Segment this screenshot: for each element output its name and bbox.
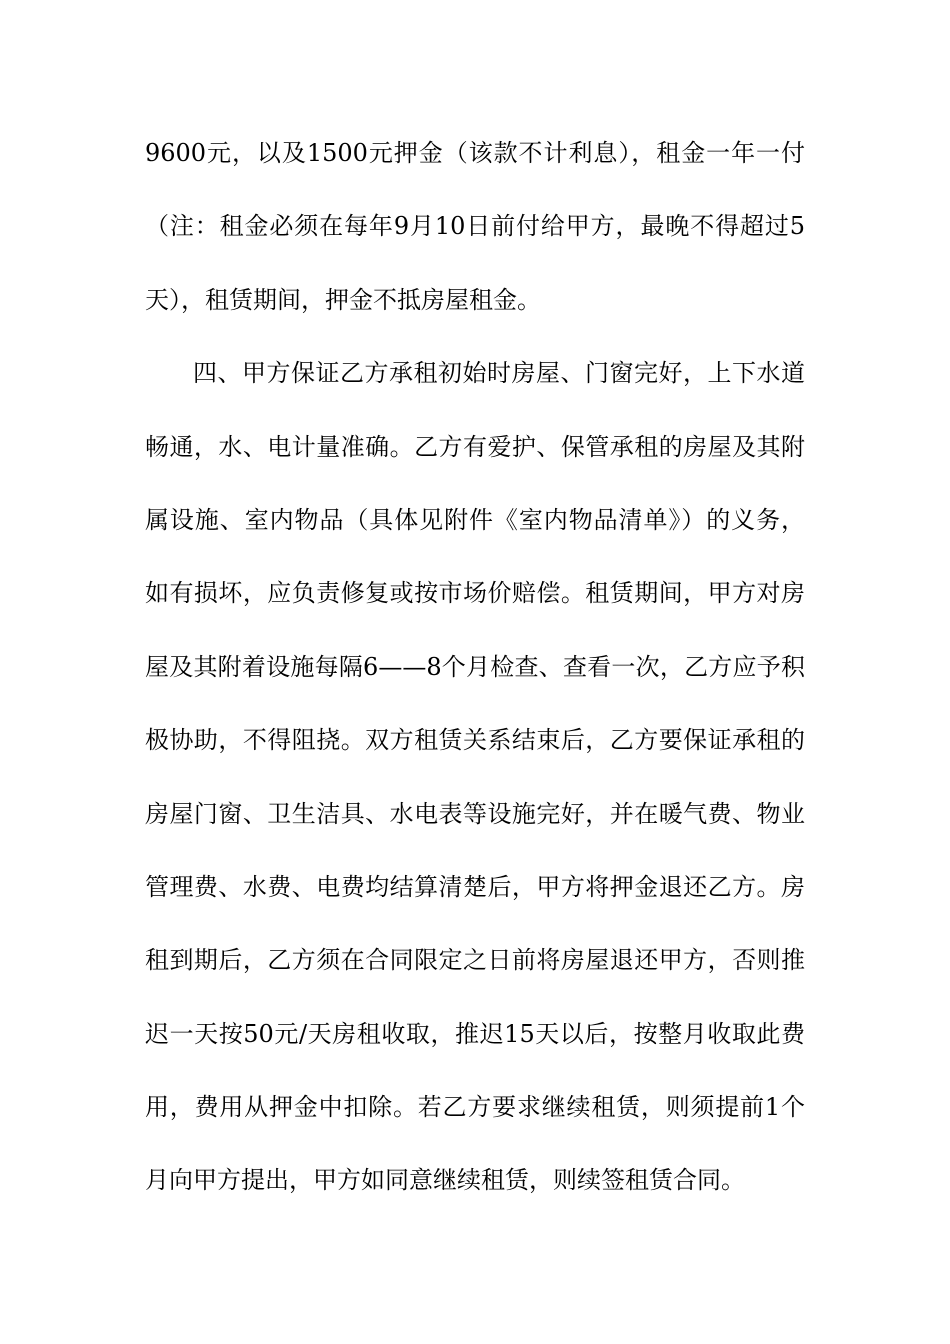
text-line: 月向甲方提出，甲方如同意继续租赁，则续签租赁合同。 <box>145 1166 745 1195</box>
text-line: 畅通，水、电计量准确。乙方有爱护、保管承租的房屋及其附 <box>145 432 805 461</box>
text-line: 租到期后，乙方须在合同限定之日前将房屋退还甲方，否则推 <box>145 946 805 975</box>
text-line: 如有损坏，应负责修复或按市场价赔偿。租赁期间，甲方对房 <box>145 579 805 608</box>
contract-text <box>145 129 805 1230</box>
text-line: （注：租金必须在每年9月10日前付给甲方，最晚不得超过5 <box>145 212 805 241</box>
text-line: 迟一天按50元/天房租收取，推迟15天以后，按整月收取此费 <box>145 1019 805 1048</box>
text-line: 用，费用从押金中扣除。若乙方要求继续租赁，则须提前1个 <box>145 1093 805 1122</box>
text-line: 房屋门窗、卫生洁具、水电表等设施完好，并在暖气费、物业 <box>145 799 805 828</box>
text-line: 屋及其附着设施每隔6——8个月检查、查看一次，乙方应予积 <box>145 652 805 681</box>
text-line: 极协助，不得阻挠。双方租赁关系结束后，乙方要保证承租的 <box>145 726 805 755</box>
text-line: 9600元，以及1500元押金（该款不计利息），租金一年一付 <box>145 139 805 167</box>
text-line: 管理费、水费、电费均结算清楚后，甲方将押金退还乙方。房 <box>145 872 805 901</box>
text-line: 四、甲方保证乙方承租初始时房屋、门窗完好，上下水道 <box>193 359 805 388</box>
text-line: 属设施、室内物品（具体见附件《室内物品清单》）的义务， <box>145 505 805 534</box>
text-line: 天），租赁期间，押金不抵房屋租金。 <box>145 285 541 314</box>
